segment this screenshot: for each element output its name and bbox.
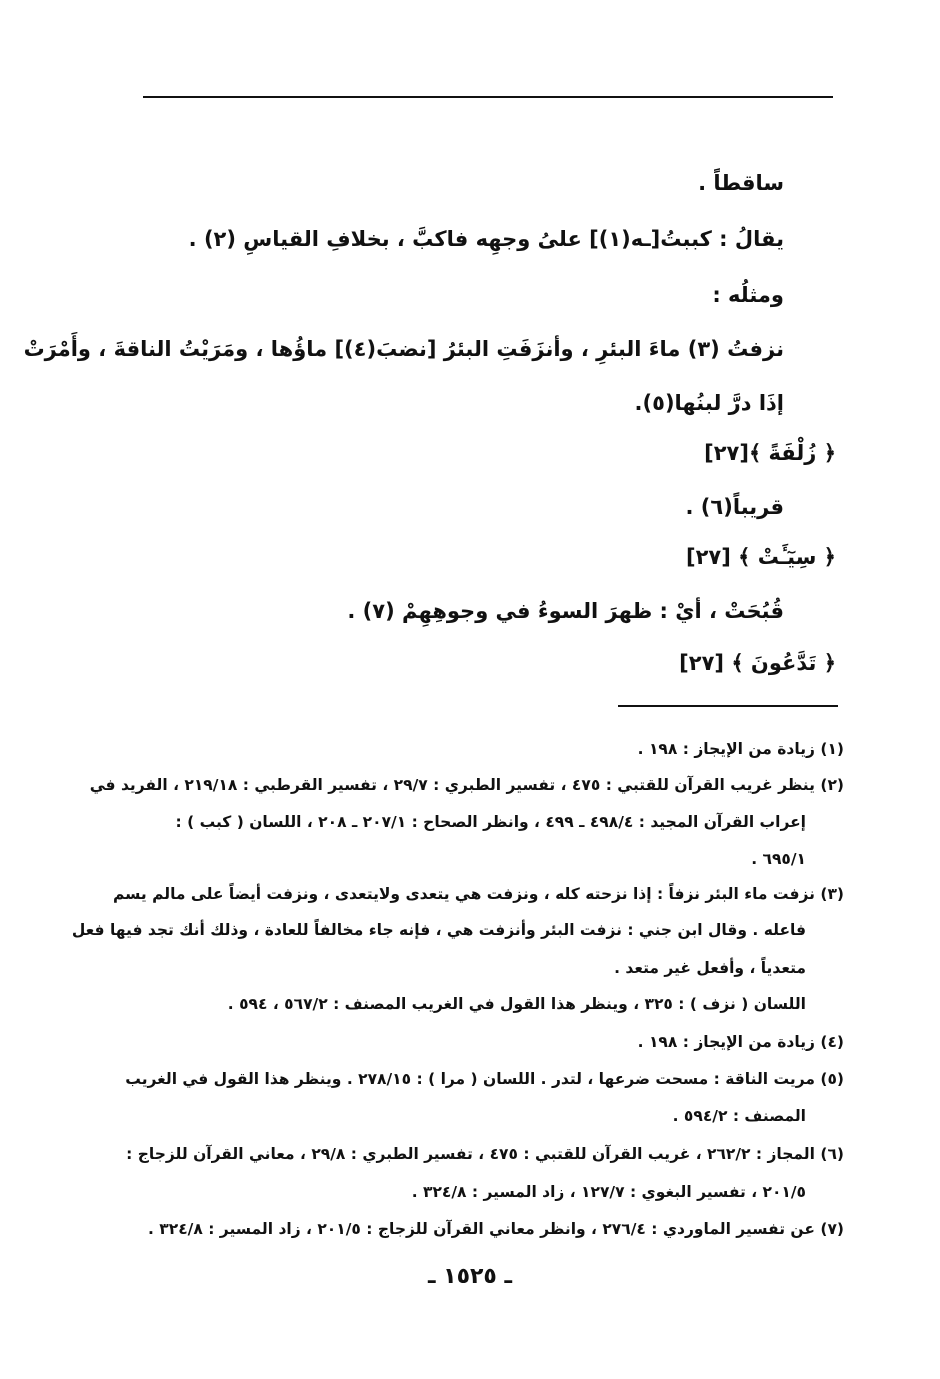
body-line-9: قُبُحَتْ ، أيْ : ظهرَ السوءُ في وجوهِهِمْ (٧) .	[347, 599, 784, 623]
body-line-4: نزفتُ (٣) ماءَ البئرِ ، وأنزَفَتِ البئرُ [نضبَ(٤)] ماؤُها ، ومَرَيْتُ الناقةَ ، وأَمْرَتْ	[23, 337, 784, 361]
footnote-3-cont: متعدياً ، وأفعل غير متعد .	[614, 959, 806, 977]
footnote-6-cont: ٢٠١/٥ ، تفسير البغوي : ١٢٧/٧ ، زاد المسير : ٣٢٤/٨ .	[411, 1183, 806, 1201]
footnote-2: (٢) ينظر غريب القرآن للقتبي : ٤٧٥ ، تفسير الطبري : ٢٩/٧ ، تفسير القرطبي : ٢١٩/١٨ ، الفريد في	[89, 776, 844, 794]
footnote-1: (١) زيادة من الإيجاز : ١٩٨ .	[637, 740, 844, 758]
footnote-6: (٦) المجاز : ٢٦٢/٢ ، غريب القرآن للقتبي : ٤٧٥ ، تفسير الطبري : ٢٩/٨ ، معاني القرآن للزجاج :	[126, 1145, 844, 1163]
footnote-separator	[618, 705, 838, 707]
footnote-3-cont: اللسان ( نزف ) : ٣٢٥ ، وينظر هذا القول في الغريب المصنف : ٥٦٧/٢ ، ٥٩٤ .	[227, 995, 806, 1013]
footnote-7: (٧) عن تفسير الماوردي : ٢٧٦/٤ ، وانظر معاني القرآن للزجاج : ٢٠١/٥ ، زاد المسير : ٣٢٤/٨ .	[148, 1220, 844, 1238]
footnote-5: (٥) مريت الناقة : مسحت ضرعها ، لتدر . اللسان ( مرا ) : ٢٧٨/١٥ . وينظر هذا القول في الغريب	[125, 1070, 844, 1088]
footnote-3-cont: فاعله . وقال ابن جني : نزفت البئر وأنزفت هي ، فإنه جاء مخالفاً للعادة ، وذلك أنك تجد فيها فعل	[71, 921, 806, 939]
footnote-2-cont: إعراب القرآن المجيد : ٤٩٨/٤ ـ ٤٩٩ ، وانظر الصحاح : ٢٠٧/١ ـ ٢٠٨ ، اللسان ( كبب ) :	[175, 813, 806, 831]
footnote-4: (٤) زيادة من الإيجاز : ١٩٨ .	[637, 1033, 844, 1051]
quran-phrase-1: ﴿ زُلْفَةً ﴾[٢٧]	[704, 441, 836, 465]
body-line-2: يقالُ : كببتُ[ـه(١)] علىُ وجهِه فاكبَّ ، بخلافِ القياسِ (٢) .	[188, 227, 784, 251]
body-line-7: قريباً(٦) .	[685, 495, 784, 519]
body-line-3: ومثلُه :	[712, 283, 784, 307]
quran-phrase-3: ﴿ تَدَّعُونَ ﴾ [٢٧]	[679, 651, 836, 675]
quran-phrase-2: ﴿ سِيٓـَٔتْ ﴾ [٢٧]	[685, 545, 836, 569]
footnote-3: (٣) نزفت ماء البئر نزفاً : إذا نزحته كله ، ونزفت هي يتعدى ولايتعدى ، ونزفت أيضاً على مالم يسم	[112, 885, 844, 903]
page-number: ـ ١٥٢٥ ـ	[427, 1264, 513, 1289]
footnote-2-cont: ٦٩٥/١ .	[751, 850, 806, 868]
header-rule	[143, 96, 833, 98]
body-line-1: ساقطاً .	[698, 171, 784, 195]
body-line-5: إذَا درَّ لبنُها(٥).	[634, 391, 784, 415]
footnote-5-cont: المصنف : ٥٩٤/٢ .	[672, 1107, 806, 1125]
